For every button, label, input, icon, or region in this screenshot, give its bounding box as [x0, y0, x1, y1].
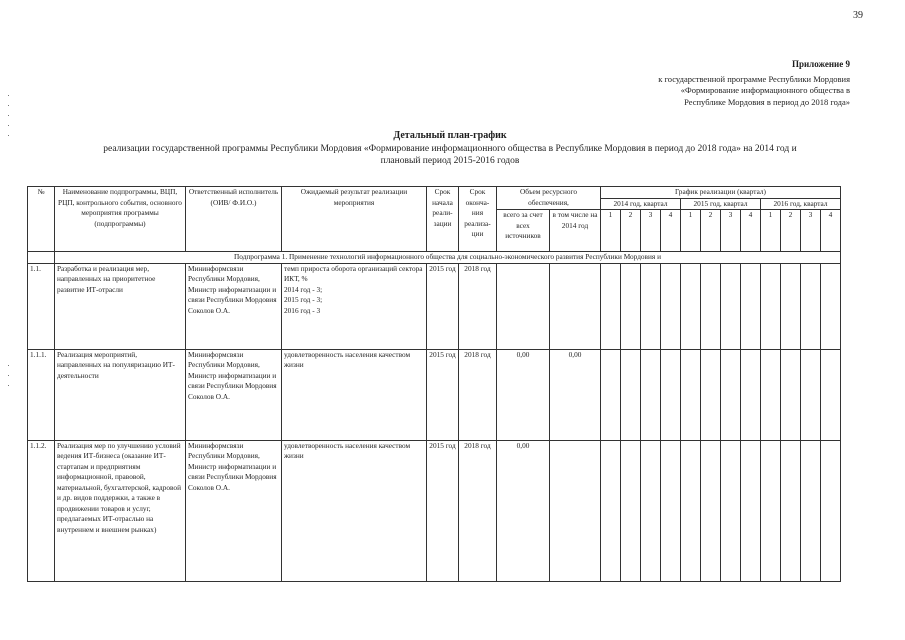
quarter-header: 3 — [721, 210, 741, 252]
page-number: 39 — [853, 10, 863, 21]
row-result: удовлетворенность населения качеством жизни — [282, 349, 427, 440]
row-responsible: Мининформсвязи Республики Мордовия, Министр информатизации и связи Республики Мордовия Соколов О.А. — [186, 349, 282, 440]
row-end: 2018 год — [459, 440, 497, 581]
quarter-cell — [741, 263, 761, 349]
row-num: 1.1.2. — [28, 440, 55, 581]
appendix-note — [600, 59, 850, 108]
row-2014: 0,00 — [550, 349, 601, 440]
quarter-cell — [621, 440, 641, 581]
header-schedule: График реализации (квартал) — [601, 187, 841, 199]
appendix-line: «Формирование информационного общества в — [680, 85, 850, 95]
quarter-header: 3 — [801, 210, 821, 252]
appendix-line: Республике Мордовия в период до 2018 года» — [684, 96, 850, 107]
quarter-cell — [801, 263, 821, 349]
quarter-header: 4 — [661, 210, 681, 252]
row-2014 — [550, 263, 601, 349]
row-total — [497, 263, 550, 349]
quarter-header: 2 — [781, 210, 801, 252]
document-title — [20, 130, 880, 168]
table-row — [28, 263, 841, 349]
margin-dots — [8, 365, 11, 395]
quarter-cell — [681, 440, 701, 581]
quarter-cell — [781, 263, 801, 349]
quarter-header: 1 — [601, 210, 621, 252]
header-year-2014: 2014 год, квартал — [601, 198, 681, 210]
quarter-cell — [701, 263, 721, 349]
table-row — [28, 349, 841, 440]
header-funding-total: всего за счет всех источников — [497, 210, 550, 252]
quarter-cell — [601, 349, 621, 440]
quarter-cell — [741, 440, 761, 581]
row-start: 2015 год — [427, 440, 459, 581]
quarter-cell — [701, 349, 721, 440]
quarter-cell — [621, 349, 641, 440]
row-num: 1.1. — [28, 263, 55, 349]
quarter-cell — [741, 349, 761, 440]
header-end: Срок оконча-ния реализа-ции — [459, 187, 497, 252]
quarter-cell — [681, 349, 701, 440]
quarter-cell — [601, 263, 621, 349]
header-name: Наименование подпрограммы, ВЦП, РЦП, контрольного события, основного мероприятия программы (подпрограммы) — [55, 187, 186, 252]
quarter-cell — [641, 263, 661, 349]
table-row — [28, 440, 841, 581]
row-responsible: Мининформсвязи Республики Мордовия, Министр информатизации и связи Республики Мордовия Соколов О.А. — [186, 263, 282, 349]
quarter-header: 2 — [701, 210, 721, 252]
title-heading: Детальный план-график — [393, 130, 507, 141]
quarter-header: 4 — [741, 210, 761, 252]
appendix-line: к государственной программе Республики Мордовия — [658, 73, 850, 84]
row-end: 2018 год — [459, 263, 497, 349]
quarter-cell — [721, 263, 741, 349]
quarter-cell — [721, 349, 741, 440]
header-result: Ожидаемый результат реализации мероприятия — [282, 187, 427, 252]
quarter-cell — [661, 440, 681, 581]
quarter-cell — [781, 440, 801, 581]
quarter-cell — [801, 349, 821, 440]
row-name: Реализация мер по улучшению условий ведения ИТ-бизнеса (оказание ИТ-стартапам и предприятиям информационной, правовой, материальной, бухгалтерской, кадровой и др. видов поддержки, а также в продвижении товаров и услуг, предлагаемых ИТ-отраслью на внутреннем и внешнем рынках) — [55, 440, 186, 581]
quarter-cell — [761, 263, 781, 349]
row-responsible: Мининформсвязи Республики Мордовия, Министр информатизации и связи Республики Мордовия Соколов О.А. — [186, 440, 282, 581]
row-2014 — [550, 440, 601, 581]
schedule-table — [27, 186, 841, 582]
quarter-header: 1 — [761, 210, 781, 252]
quarter-cell — [681, 263, 701, 349]
title-line: плановый период 2015-2016 годов — [380, 156, 520, 166]
quarter-header: 4 — [821, 210, 841, 252]
quarter-cell — [821, 263, 841, 349]
title-line: реализации государственной программы Республики Мордовия «Формирование информационного общества в Республике Мордовия в период до 2018 года» на 2014 год и — [103, 143, 797, 154]
row-end: 2018 год — [459, 349, 497, 440]
quarter-cell — [821, 440, 841, 581]
row-total: 0,00 — [497, 349, 550, 440]
quarter-header: 1 — [681, 210, 701, 252]
row-num: 1.1.1. — [28, 349, 55, 440]
row-name: Реализация мероприятий, направленных на популяризацию ИТ-деятельности — [55, 349, 186, 440]
header-start: Срок начала реали-зации — [427, 187, 459, 252]
row-result: темп прироста оборота организаций сектора ИКТ, % 2014 год - 3; 2015 год - 3; 2016 год - 3 — [282, 263, 427, 349]
header-year-2016: 2016 год, квартал — [761, 198, 841, 210]
margin-dots — [8, 95, 11, 145]
quarter-cell — [661, 263, 681, 349]
quarter-cell — [761, 440, 781, 581]
row-start: 2015 год — [427, 263, 459, 349]
row-start: 2015 год — [427, 349, 459, 440]
header-num: № — [28, 187, 55, 252]
quarter-cell — [761, 349, 781, 440]
header-funding: Объем ресурсного обеспечения, — [497, 187, 601, 210]
header-year-2015: 2015 год, квартал — [681, 198, 761, 210]
quarter-cell — [661, 349, 681, 440]
quarter-header: 2 — [621, 210, 641, 252]
quarter-cell — [701, 440, 721, 581]
program-row-num — [28, 252, 55, 264]
header-responsible: Ответственный исполнитель (ОИВ/ Ф.И.О.) — [186, 187, 282, 252]
quarter-cell — [821, 349, 841, 440]
row-result: удовлетворенность населения качеством жизни — [282, 440, 427, 581]
appendix-heading: Приложение 9 — [791, 59, 850, 69]
quarter-cell — [781, 349, 801, 440]
row-total: 0,00 — [497, 440, 550, 581]
quarter-cell — [601, 440, 621, 581]
quarter-cell — [801, 440, 821, 581]
quarter-cell — [641, 440, 661, 581]
quarter-cell — [641, 349, 661, 440]
program-row: Подпрограмма 1. Применение технологий информационного общества для социально-экономического развития Республики Мордовия и — [55, 252, 841, 264]
quarter-cell — [621, 263, 641, 349]
row-name: Разработка и реализация мер, направленных на приоритетное развитие ИТ-отрасли — [55, 263, 186, 349]
header-funding-2014: в том числе на 2014 год — [550, 210, 601, 252]
quarter-header: 3 — [641, 210, 661, 252]
quarter-cell — [721, 440, 741, 581]
